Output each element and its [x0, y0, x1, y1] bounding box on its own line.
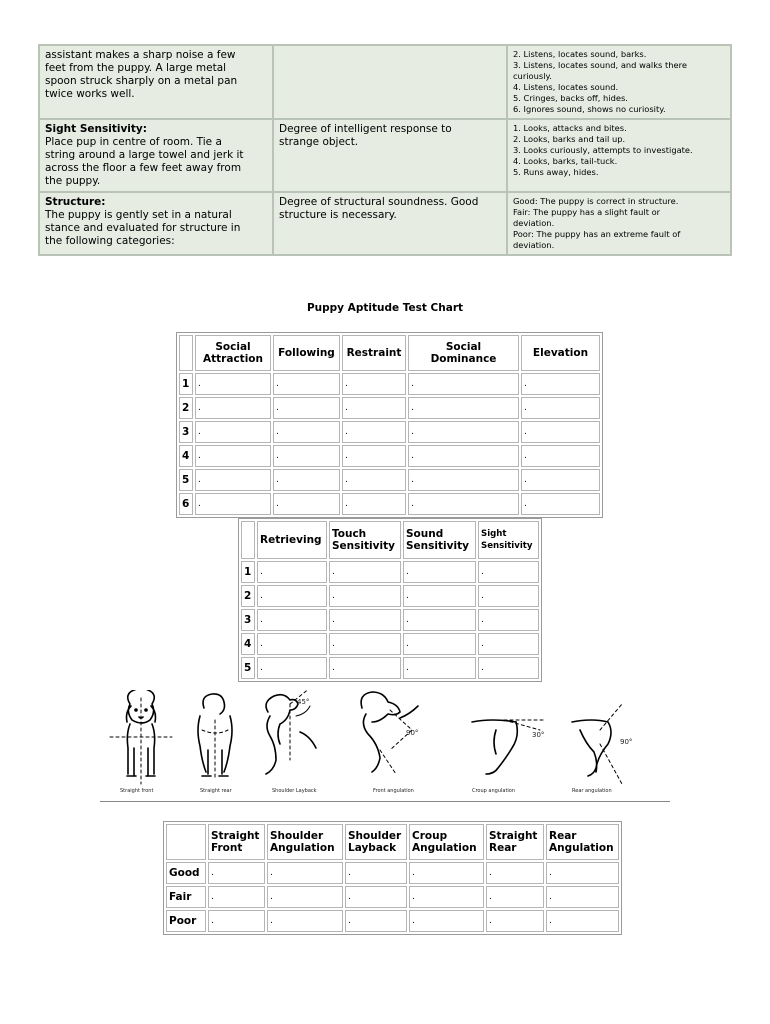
row-label: 5 [179, 469, 193, 491]
score-cell: . [478, 561, 539, 583]
column-header-text: Dominance [430, 353, 497, 365]
column-header [208, 824, 265, 860]
column-header-text: Restraint [346, 347, 402, 359]
response-text: Fair: The puppy has a slight fault or [513, 207, 661, 217]
aptitude-table-2 [238, 518, 542, 682]
score-cell: . [409, 886, 484, 908]
response-text: 5. Cringes, backs off, hides. [513, 93, 628, 103]
column-header-text: Social [445, 341, 482, 353]
column-header [408, 335, 519, 371]
table-row [241, 585, 539, 607]
score-cell: . [195, 397, 271, 419]
score-cell: . [403, 585, 476, 607]
rear-angulation-drawing [572, 704, 622, 784]
score-cell: . [342, 445, 406, 467]
drawing-caption: Croup angulation [472, 788, 516, 794]
column-header [486, 824, 544, 860]
responses-cell [508, 193, 730, 254]
table-row [179, 493, 600, 515]
test-text: across the floor a few feet away from [45, 162, 242, 174]
row-label: 1 [179, 373, 193, 395]
score-cell: . [408, 373, 519, 395]
info-row [40, 46, 730, 118]
test-heading: Structure: [45, 196, 106, 208]
score-cell: . [486, 862, 544, 884]
score-cell: . [521, 493, 600, 515]
score-cell: . [195, 469, 271, 491]
response-text: 3. Listens, locates sound, and walks there [513, 60, 687, 70]
score-cell: . [342, 469, 406, 491]
score-cell: . [546, 862, 619, 884]
score-cell: . [478, 585, 539, 607]
column-header [273, 335, 340, 371]
column-header [478, 521, 539, 559]
score-cell: . [478, 633, 539, 655]
response-text: deviation. [513, 240, 555, 250]
row-label: 3 [179, 421, 193, 443]
evaluating-text: Degree of structural soundness. Good [279, 196, 479, 208]
score-cell: . [257, 561, 327, 583]
column-header-text: Social [215, 341, 251, 353]
column-header-text: Angulation [549, 842, 614, 854]
drawing-caption: Straight rear [200, 788, 232, 794]
test-text: feet from the puppy. A large metal [45, 62, 227, 74]
column-header-text: Angulation [412, 842, 477, 854]
column-header-text: Retrieving [260, 534, 322, 546]
table-row [241, 609, 539, 631]
table-row [241, 633, 539, 655]
score-cell: . [403, 633, 476, 655]
row-label: Good [166, 862, 206, 884]
score-cell: . [403, 657, 476, 679]
info-row [40, 120, 730, 191]
column-header-text: Layback [348, 842, 397, 854]
score-cell: . [208, 910, 265, 932]
column-header [345, 824, 407, 860]
shoulder-layback-drawing [266, 690, 320, 774]
evaluating-cell [274, 120, 506, 191]
score-cell: . [408, 493, 519, 515]
chart-title: Puppy Aptitude Test Chart [306, 302, 464, 314]
response-text: Poor: The puppy has an extreme fault of [513, 229, 681, 239]
column-header-text: Straight [489, 830, 538, 842]
column-header-text: Sensitivity [481, 541, 533, 551]
column-header [546, 824, 619, 860]
score-cell: . [521, 469, 600, 491]
straight-rear-drawing [198, 694, 232, 780]
score-cell: . [273, 373, 340, 395]
score-cell: . [342, 421, 406, 443]
score-cell: . [342, 397, 406, 419]
table-row [179, 421, 600, 443]
score-cell: . [329, 657, 401, 679]
score-cell: . [195, 373, 271, 395]
drawing-caption: Front angulation [373, 788, 414, 794]
table-row [179, 397, 600, 419]
response-text: deviation. [513, 218, 555, 228]
column-header-text: Sensitivity [406, 540, 469, 552]
score-cell: . [345, 862, 407, 884]
score-cell: . [345, 886, 407, 908]
test-cell [40, 46, 272, 118]
evaluating-cell [274, 46, 506, 118]
structure-drawings [100, 690, 670, 802]
test-cell [40, 193, 272, 254]
response-text: 2. Listens, locates sound, barks. [513, 49, 647, 59]
column-header [257, 521, 327, 559]
score-cell: . [345, 910, 407, 932]
row-label: Fair [166, 886, 206, 908]
row-label: 6 [179, 493, 193, 515]
score-cell: . [195, 421, 271, 443]
row-label: 3 [241, 609, 255, 631]
score-cell: . [329, 561, 401, 583]
row-label: 4 [241, 633, 255, 655]
response-text: 2. Looks, barks and tail up. [513, 134, 626, 144]
score-cell: . [329, 585, 401, 607]
test-text: Place pup in centre of room. Tie a [45, 136, 222, 148]
score-cell: . [267, 910, 343, 932]
score-cell: . [342, 493, 406, 515]
column-header-text: Angulation [270, 842, 335, 854]
column-header-text: Sensitivity [332, 540, 395, 552]
dog-structure-illustration [100, 690, 670, 802]
column-header-text: Sight [481, 529, 507, 539]
score-cell: . [478, 657, 539, 679]
drawing-caption: Straight front [120, 788, 154, 794]
test-text: spoon struck sharply on a metal pan [45, 75, 238, 87]
response-text: 4. Listens, locates sound. [513, 82, 619, 92]
response-text: 4. Looks, barks, tail-tuck. [513, 156, 618, 166]
angle-label: 90° [620, 738, 633, 746]
row-label: 5 [241, 657, 255, 679]
responses-cell [508, 120, 730, 191]
column-header-text: Straight [211, 830, 260, 842]
corner-cell [166, 824, 206, 860]
angle-label: 90° [406, 729, 419, 737]
column-header-text: Attraction [203, 353, 263, 365]
score-cell: . [408, 397, 519, 419]
score-cell: . [409, 862, 484, 884]
test-text: The puppy is gently set in a natural [45, 209, 232, 221]
test-cell [40, 120, 272, 191]
table-row [241, 561, 539, 583]
test-text: the following categories: [45, 235, 175, 247]
score-cell: . [342, 373, 406, 395]
score-cell: . [521, 421, 600, 443]
column-header-text: Croup [412, 830, 448, 842]
straight-front-drawing [110, 690, 172, 784]
row-label: 2 [241, 585, 255, 607]
score-cell: . [267, 886, 343, 908]
score-cell: . [486, 910, 544, 932]
column-header-text: Rear [549, 830, 577, 842]
score-cell: . [273, 445, 340, 467]
corner-cell [179, 335, 193, 371]
response-text: 3. Looks curiously, attempts to investigate. [513, 145, 693, 155]
table-row [166, 910, 619, 932]
column-header-text: Front [211, 842, 243, 854]
score-cell: . [329, 609, 401, 631]
score-cell: . [403, 561, 476, 583]
table-row [179, 373, 600, 395]
column-header-text: Sound [406, 528, 444, 540]
column-header [409, 824, 484, 860]
score-cell: . [521, 373, 600, 395]
response-text: Good: The puppy is correct in structure. [513, 196, 679, 206]
table-row [166, 886, 619, 908]
score-cell: . [257, 657, 327, 679]
score-cell: . [478, 609, 539, 631]
info-row [40, 193, 730, 254]
score-cell: . [257, 585, 327, 607]
column-header [329, 521, 401, 559]
response-text: 5. Runs away, hides. [513, 167, 599, 177]
aptitude-table-1 [176, 332, 603, 518]
row-label: 1 [241, 561, 255, 583]
drawing-divider [100, 801, 670, 802]
score-cell: . [329, 633, 401, 655]
score-cell: . [521, 397, 600, 419]
score-cell: . [486, 886, 544, 908]
test-text: string around a large towel and jerk it [45, 149, 244, 161]
column-header-text: Elevation [532, 347, 589, 359]
row-label: 2 [179, 397, 193, 419]
column-header [267, 824, 343, 860]
test-description-table [38, 44, 732, 256]
column-header-text: Shoulder [270, 830, 324, 842]
score-cell: . [267, 862, 343, 884]
row-label: Poor [166, 910, 206, 932]
score-cell: . [408, 421, 519, 443]
evaluating-text: structure is necessary. [279, 209, 397, 221]
evaluating-text: strange object. [279, 136, 359, 148]
angle-label: 45° [297, 698, 310, 706]
table-row [179, 469, 600, 491]
score-cell: . [257, 609, 327, 631]
croup-angulation-drawing [472, 720, 544, 774]
score-cell: . [546, 886, 619, 908]
responses-cell [508, 46, 730, 118]
score-cell: . [195, 445, 271, 467]
score-cell: . [408, 445, 519, 467]
evaluating-text: Degree of intelligent response to [279, 123, 452, 135]
column-header-text: Shoulder [348, 830, 402, 842]
column-header-text: Touch [332, 528, 367, 540]
score-cell: . [403, 609, 476, 631]
test-text: twice works well. [45, 88, 135, 100]
score-cell: . [546, 910, 619, 932]
score-cell: . [273, 397, 340, 419]
table-row [241, 657, 539, 679]
score-cell: . [273, 469, 340, 491]
evaluating-cell [274, 193, 506, 254]
angle-label: 30° [532, 731, 545, 739]
corner-cell [241, 521, 255, 559]
score-cell: . [208, 862, 265, 884]
column-header [403, 521, 476, 559]
test-text: the puppy. [45, 175, 101, 187]
score-cell: . [521, 445, 600, 467]
column-header-text: Rear [489, 842, 517, 854]
response-text: 6. Ignores sound, shows no curiosity. [513, 104, 666, 114]
score-cell: . [409, 910, 484, 932]
drawing-caption: Shoulder Layback [272, 788, 317, 794]
score-cell: . [208, 886, 265, 908]
drawing-caption: Rear angulation [572, 788, 612, 794]
table-row [166, 862, 619, 884]
response-text: curiously. [513, 71, 552, 81]
score-cell: . [408, 469, 519, 491]
response-text: 1. Looks, attacks and bites. [513, 123, 627, 133]
score-cell: . [273, 493, 340, 515]
column-header [342, 335, 406, 371]
row-label: 4 [179, 445, 193, 467]
test-heading: Sight Sensitivity: [45, 123, 147, 135]
column-header [195, 335, 271, 371]
structure-table [163, 821, 622, 935]
column-header-text: Following [278, 347, 335, 359]
table-row [179, 445, 600, 467]
score-cell: . [273, 421, 340, 443]
test-text: stance and evaluated for structure in [45, 222, 241, 234]
test-text: assistant makes a sharp noise a few [45, 49, 236, 61]
column-header [521, 335, 600, 371]
score-cell: . [195, 493, 271, 515]
score-cell: . [257, 633, 327, 655]
